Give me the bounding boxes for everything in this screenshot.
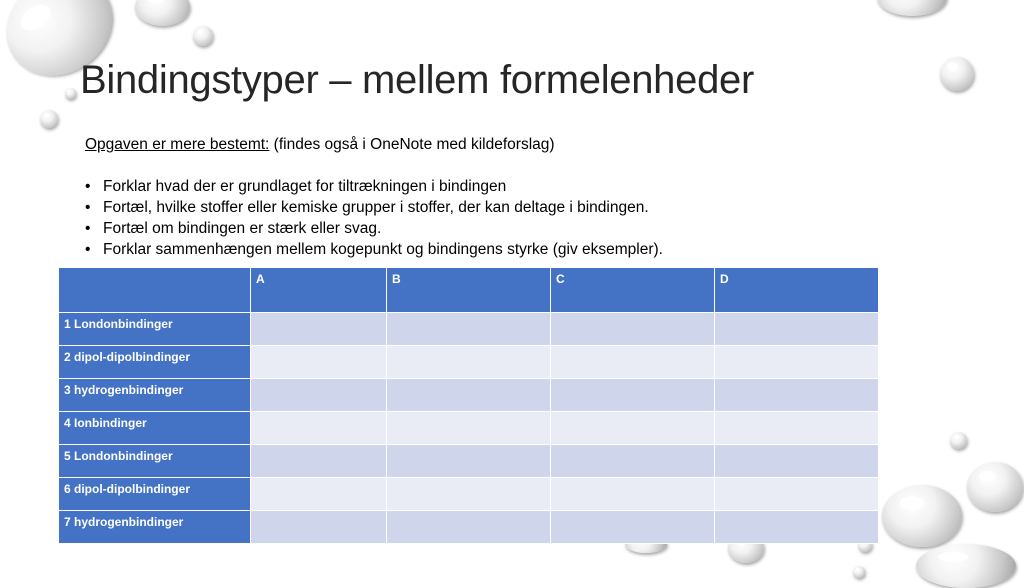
row-label: 5 Londonbindinger bbox=[59, 445, 251, 478]
column-header-b: B bbox=[387, 268, 551, 313]
task-item: • Fortæl, hvilke stoffer eller kemiske grupper i stoffer, der kan deltage i bindingen. bbox=[85, 197, 905, 218]
water-drop-icon bbox=[916, 544, 1016, 588]
table-cell[interactable] bbox=[715, 445, 879, 478]
intro-rest: (findes også i OneNote med kildeforslag) bbox=[269, 136, 555, 153]
table-cell[interactable] bbox=[715, 412, 879, 445]
table-cell[interactable] bbox=[551, 412, 715, 445]
table-cell[interactable] bbox=[551, 478, 715, 511]
table-row bbox=[59, 313, 879, 346]
table-cell[interactable] bbox=[551, 313, 715, 346]
column-header-d: D bbox=[715, 268, 879, 313]
intro-line bbox=[85, 134, 905, 155]
table-header-row bbox=[59, 268, 879, 313]
table-cell[interactable] bbox=[387, 412, 551, 445]
table-cell[interactable] bbox=[387, 346, 551, 379]
water-drop-icon bbox=[882, 485, 962, 547]
table-row bbox=[59, 379, 879, 412]
table-cell[interactable] bbox=[551, 346, 715, 379]
row-label: 2 dipol-dipolbindinger bbox=[59, 346, 251, 379]
row-label: 4 Ionbindinger bbox=[59, 412, 251, 445]
intro-underlined: Opgaven er mere bestemt: bbox=[85, 136, 270, 153]
task-item: • Forklar hvad der er grundlaget for tiltrækningen i bindingen bbox=[85, 176, 905, 197]
table-cell[interactable] bbox=[715, 478, 879, 511]
water-drop-icon bbox=[193, 26, 213, 46]
table-cell[interactable] bbox=[715, 313, 879, 346]
water-drop-icon bbox=[940, 57, 974, 91]
header-corner-cell bbox=[59, 268, 251, 313]
table-cell[interactable] bbox=[715, 346, 879, 379]
table-cell[interactable] bbox=[251, 313, 387, 346]
table-cell[interactable] bbox=[387, 445, 551, 478]
table-cell[interactable] bbox=[251, 511, 387, 544]
row-label: 6 dipol-dipolbindinger bbox=[59, 478, 251, 511]
table-cell[interactable] bbox=[551, 511, 715, 544]
task-description bbox=[85, 134, 905, 260]
water-drop-icon bbox=[967, 462, 1023, 512]
table-row bbox=[59, 478, 879, 511]
page-title: Bindingstyper – mellem formelenheder bbox=[80, 58, 754, 102]
table-cell[interactable] bbox=[715, 379, 879, 412]
table-cell[interactable] bbox=[251, 478, 387, 511]
binding-table bbox=[58, 267, 879, 544]
water-drop-icon bbox=[40, 110, 58, 128]
table-cell[interactable] bbox=[251, 445, 387, 478]
table-cell[interactable] bbox=[715, 511, 879, 544]
water-drop-icon bbox=[135, 0, 190, 26]
row-label: 1 Londonbindinger bbox=[59, 313, 251, 346]
table-row bbox=[59, 511, 879, 544]
column-header-a: A bbox=[251, 268, 387, 313]
table-row bbox=[59, 346, 879, 379]
table-cell[interactable] bbox=[387, 511, 551, 544]
table-cell[interactable] bbox=[387, 478, 551, 511]
table-cell[interactable] bbox=[387, 379, 551, 412]
table-cell[interactable] bbox=[387, 313, 551, 346]
table-row bbox=[59, 412, 879, 445]
table-row bbox=[59, 445, 879, 478]
row-label: 3 hydrogenbindinger bbox=[59, 379, 251, 412]
water-drop-icon bbox=[853, 566, 865, 578]
column-header-c: C bbox=[551, 268, 715, 313]
table-cell[interactable] bbox=[251, 379, 387, 412]
water-drop-icon bbox=[65, 88, 76, 99]
water-drop-icon bbox=[950, 432, 967, 449]
row-label: 7 hydrogenbindinger bbox=[59, 511, 251, 544]
table-cell[interactable] bbox=[251, 412, 387, 445]
task-list bbox=[85, 176, 905, 260]
task-item: • Fortæl om bindingen er stærk eller svag. bbox=[85, 218, 905, 239]
task-item: • Forklar sammenhængen mellem kogepunkt og bindingens styrke (giv eksempler). bbox=[85, 239, 905, 260]
water-drop-icon bbox=[877, 0, 947, 16]
table-cell[interactable] bbox=[551, 445, 715, 478]
table-cell[interactable] bbox=[251, 346, 387, 379]
table-cell[interactable] bbox=[551, 379, 715, 412]
